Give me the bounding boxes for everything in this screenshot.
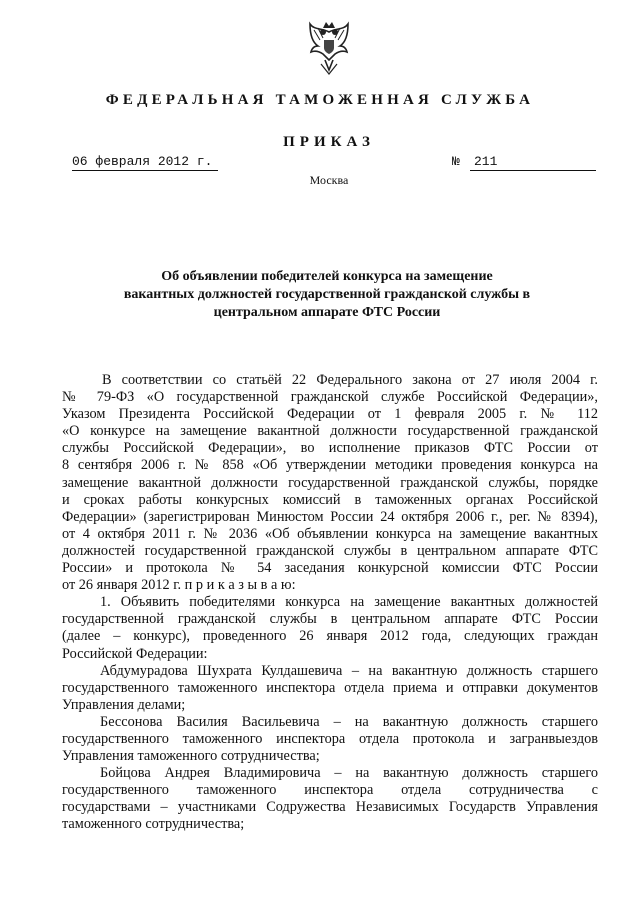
body-line: Управления таможенного сотрудничества;: [62, 748, 320, 765]
body-line: Управления делами;: [62, 696, 186, 713]
body-line: Указом Президента Российской Федерации от 1 февраля 2005 г. № 112: [62, 406, 598, 423]
body-line: государствами – участниками Содружества Независимых Государств Управления: [62, 799, 598, 816]
coat-of-arms-icon: [306, 20, 352, 76]
body-line: № 79-ФЗ «О государственной гражданской службе Российской Федерации»,: [62, 389, 598, 406]
order-date: 06 февраля 2012 г.: [72, 154, 218, 171]
body-line: России» и протокола № 54 заседания конкурсной комиссии ФТС России: [62, 560, 598, 577]
body-line: государственного таможенного инспектора отдела протокола и загранвыездов: [62, 730, 598, 747]
city: Москва: [309, 173, 349, 187]
body-line: и сроках работы конкурсных комиссий в таможенных органах Российской: [62, 491, 598, 508]
body-line: службы Российской Федерации», во исполнение приказов ФТС России от: [62, 440, 598, 457]
order-title: [80, 268, 574, 322]
body-line: Абдумурадова Шухрата Кулдашевича – на вакантную должность старшего: [100, 662, 598, 679]
body-line: государственного таможенного инспектора отдела приема и отправки документов: [62, 679, 598, 696]
order-title-line: вакантных должностей государственной гражданской службы в: [123, 287, 531, 302]
order-number: 211: [470, 154, 596, 171]
body-line: от 26 января 2012 г. п р и к а з ы в а ю:: [62, 577, 296, 594]
body-line: В соответствии со статьёй 22 Федерального закона от 27 июля 2004 г.: [102, 372, 598, 388]
order-body: [62, 372, 598, 834]
body-line: таможенного сотрудничества;: [62, 816, 245, 833]
body-line: Бойцова Андрея Владимировича – на вакантную должность старшего: [100, 765, 598, 782]
body-line: государственной гражданской службы в центральном аппарате ФТС России: [62, 611, 598, 628]
document-type: ПРИКАЗ: [283, 134, 375, 150]
body-line: Бессонова Василия Васильевича – на вакантную должность старшего: [100, 713, 598, 730]
body-line: 8 сентября 2006 г. № 858 «Об утверждении методики проведения конкурса на: [62, 457, 598, 474]
body-line: Российской Федерации:: [62, 645, 208, 662]
body-line: государственного таможенного инспектора отдела сотрудничества с: [62, 782, 598, 799]
body-line: Федерации» (зарегистрирован Минюстом России 24 октября 2006 г., рег. № 8394),: [62, 508, 598, 525]
body-line: должностей государственной гражданской службы в центральном аппарате ФТС: [62, 542, 598, 559]
order-title-line: центральном аппарате ФТС России: [213, 305, 441, 320]
body-line: 1. Объявить победителями конкурса на замещение вакантных должностей: [100, 594, 598, 611]
order-title-line: Об объявлении победителей конкурса на замещение: [161, 269, 493, 284]
body-line: (далее – конкурс), проведенного 26 января 2012 года, следующих граждан: [62, 628, 598, 645]
body-line: от 4 октября 2011 г. № 2036 «Об объявлении конкурса на замещение вакантных: [62, 525, 598, 542]
number-sign: №: [452, 154, 460, 169]
body-line: замещение вакантной должности государственной гражданской службы, порядке: [62, 474, 598, 491]
agency-name: ФЕДЕРАЛЬНАЯ ТАМОЖЕННАЯ СЛУЖБА: [105, 92, 535, 108]
body-line: «О конкурсе на замещение вакантной должности государственной гражданской: [62, 423, 598, 440]
